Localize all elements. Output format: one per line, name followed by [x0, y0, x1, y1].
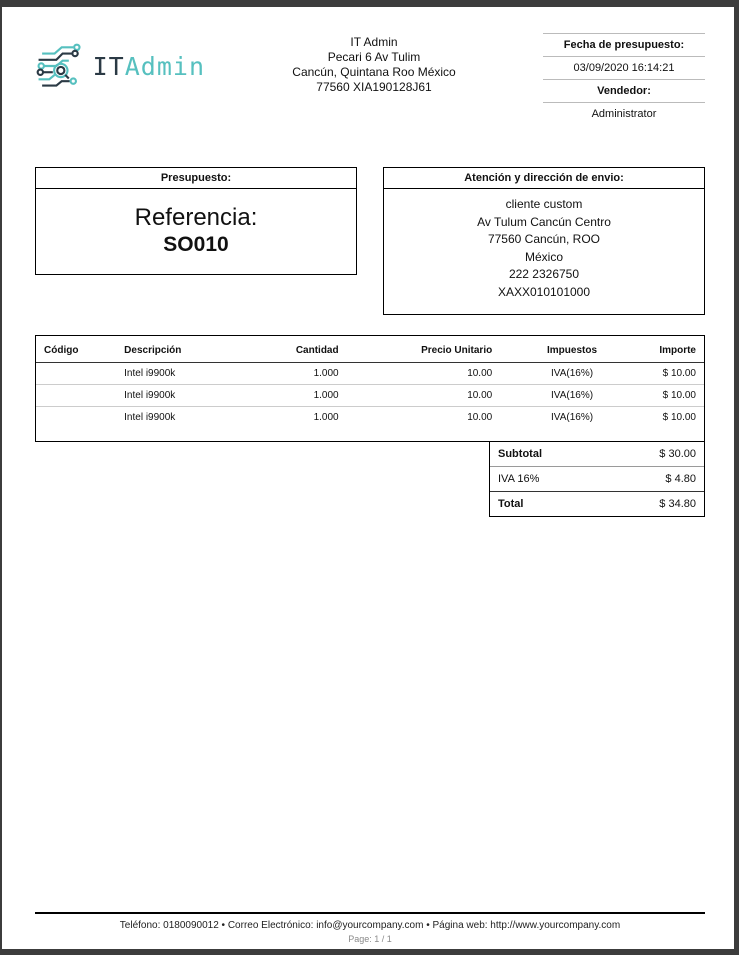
cell-importe: $ 10.00	[662, 412, 696, 423]
tax-value: $ 4.80	[665, 473, 696, 485]
info-boxes	[35, 167, 705, 315]
reference-value: SO010	[163, 233, 229, 256]
vendor-label: Vendedor:	[543, 80, 705, 103]
quote-box-body	[36, 189, 356, 274]
shipping-box-body	[384, 189, 704, 314]
header	[35, 33, 705, 125]
reference-label: Referencia:	[134, 204, 258, 231]
cell-precio-unitario: 10.00	[347, 363, 501, 385]
footer	[35, 912, 705, 949]
header-codigo: Código	[36, 336, 116, 363]
shipping-line: 77560 Cancún, ROO	[487, 232, 601, 246]
header-importe: Importe	[644, 336, 704, 363]
company-info	[205, 33, 543, 95]
cell-importe: $ 10.00	[644, 363, 704, 385]
footer-contact-line: Teléfono: 0180090012 • Correo Electrónico: info@yourcompany.com • Página web: http://www.yourcompany.com	[119, 920, 621, 931]
total-row	[490, 492, 704, 516]
subtotal-value: $ 30.00	[659, 448, 696, 460]
shipping-line: 222 2326750	[508, 267, 580, 281]
header-impuestos: Impuestos	[500, 336, 644, 363]
cell-impuestos: IVA(16%)	[500, 363, 644, 385]
header-descripcion: Descripción	[116, 336, 243, 363]
cell-precio-unitario: 10.00	[347, 385, 501, 407]
document-page	[2, 7, 734, 949]
totals-box	[489, 442, 705, 517]
table-row	[36, 363, 704, 385]
header-precio-unitario: Precio Unitario	[347, 336, 501, 363]
cell-cantidad: 1.000	[313, 412, 339, 423]
circuit-logo-icon	[35, 39, 87, 93]
company-name: IT Admin	[350, 35, 398, 49]
company-logo	[35, 33, 205, 93]
subtotal-row	[490, 442, 704, 467]
cell-cantidad: 1.000	[243, 385, 347, 407]
shipping-address-box	[383, 167, 705, 315]
shipping-line: cliente custom	[505, 197, 583, 211]
quote-date-label: Fecha de presupuesto:	[543, 33, 705, 57]
cell-codigo	[36, 385, 116, 407]
cell-codigo	[36, 363, 116, 385]
page-number: Page: 1 / 1	[348, 934, 392, 944]
logo-text-admin: Admin	[124, 51, 205, 81]
logo-text-it: IT	[92, 51, 125, 81]
company-address-line3: 77560 XIA190128J61	[316, 80, 432, 94]
cell-descripcion: Intel i9900k	[116, 385, 243, 407]
cell-precio-unitario: 10.00	[467, 412, 493, 423]
quote-meta	[543, 33, 705, 125]
cell-impuestos: IVA(16%)	[500, 385, 644, 407]
vendor-value: Administrator	[591, 108, 657, 120]
company-address-line2: Cancún, Quintana Roo México	[292, 65, 456, 79]
table-row	[36, 385, 704, 407]
table-row	[36, 407, 704, 429]
logo-wordmark	[93, 52, 205, 81]
cell-impuestos: IVA(16%)	[550, 412, 594, 423]
cell-descripcion: Intel i9900k	[116, 363, 243, 385]
quote-box-title: Presupuesto:	[36, 168, 356, 189]
header-cantidad: Cantidad	[243, 336, 347, 363]
line-items-table	[35, 335, 705, 442]
quote-reference-box	[35, 167, 357, 275]
shipping-line: XAXX010101000	[497, 284, 591, 299]
cell-importe: $ 10.00	[644, 385, 704, 407]
shipping-line: México	[524, 249, 563, 264]
subtotal-label: Subtotal	[498, 448, 542, 460]
table-header-row	[36, 336, 704, 363]
cell-cantidad: 1.000	[243, 363, 347, 385]
cell-descripcion: Intel i9900k	[124, 412, 176, 423]
tax-label: IVA 16%	[498, 473, 540, 485]
cell-codigo	[36, 407, 116, 429]
total-value: $ 34.80	[659, 498, 696, 510]
shipping-line: Av Tulum Cancún Centro	[477, 214, 611, 229]
company-address-line1: Pecari 6 Av Tulim	[327, 50, 421, 64]
total-label: Total	[498, 498, 524, 510]
shipping-box-title: Atención y dirección de envio:	[384, 168, 704, 189]
quote-date-value: 03/09/2020 16:14:21	[543, 57, 705, 80]
tax-row	[490, 467, 704, 492]
